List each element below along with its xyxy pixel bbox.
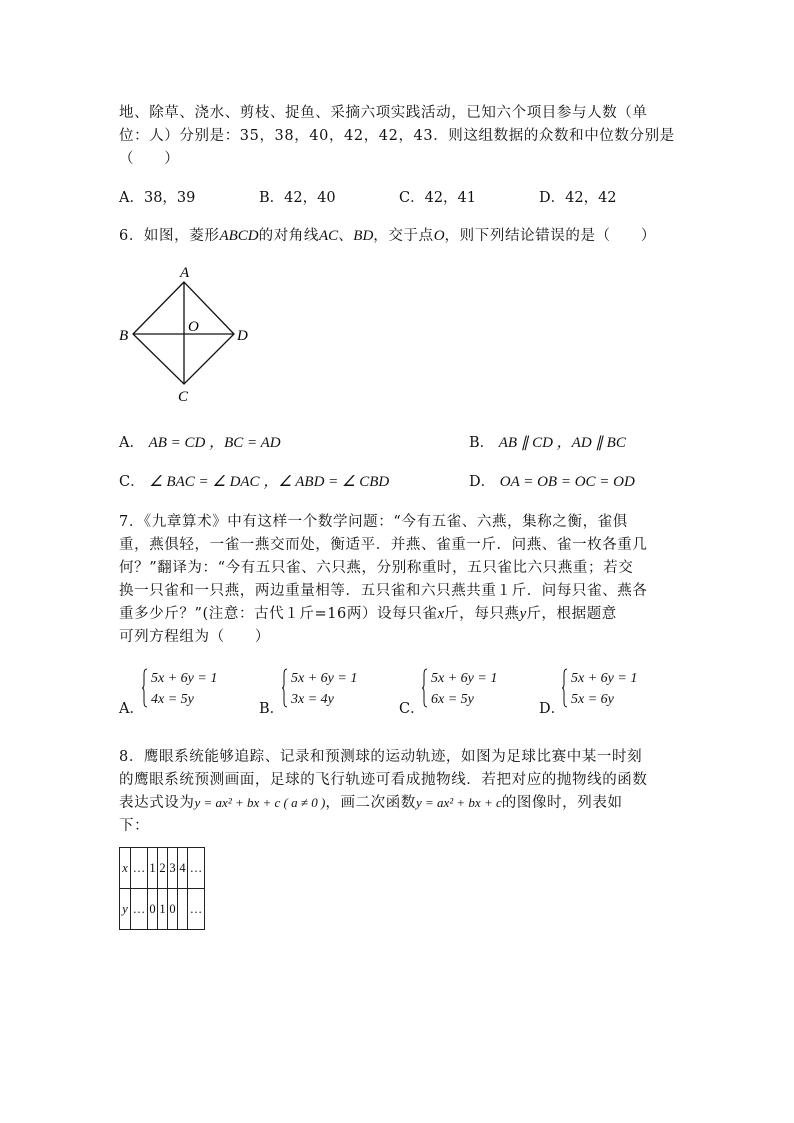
table-cell: 0 bbox=[168, 889, 178, 930]
brace-icon bbox=[142, 668, 148, 708]
table-cell: … bbox=[131, 889, 148, 930]
q7-option-b-system: 5x + 6y = 1 3x = 4y bbox=[291, 668, 357, 710]
table-cell: y bbox=[120, 889, 131, 930]
table-cell: … bbox=[188, 889, 205, 930]
q6-option-d: D． OA = OB = OC = OD bbox=[469, 474, 635, 490]
q5-line-3: （ ） bbox=[119, 151, 180, 167]
label-d: D bbox=[237, 328, 248, 344]
table-row bbox=[120, 889, 205, 930]
q8-line-2: 的鹰眼系统预测画面，足球的飞行轨迹可看成抛物线．若把对应的抛物线的函数 bbox=[119, 772, 648, 788]
table-cell: 2 bbox=[158, 848, 168, 889]
table-row bbox=[120, 848, 205, 889]
q7-option-b-letter: B． bbox=[259, 701, 285, 717]
q8-line-1: 8．鹰眼系统能够追踪、记录和预测球的运动轨迹，如图为足球比赛中某一时刻 bbox=[119, 749, 643, 765]
q5-option-b: B．42，40 bbox=[259, 190, 336, 206]
brace-icon bbox=[562, 668, 568, 708]
q7-line-3: 何？”翻译为：“今有五只雀、六只燕，分别称重时，五只雀比六只燕重；若交 bbox=[119, 560, 634, 576]
q7-option-c-system: 5x + 6y = 1 6x = 5y bbox=[431, 668, 497, 710]
q7-option-d-letter: D． bbox=[539, 701, 566, 717]
q6-stem: 6．如图，菱形ABCD的对角线AC、BD，交于点O，则下列结论错误的是（ ） bbox=[119, 228, 656, 244]
label-c: C bbox=[178, 389, 189, 405]
q7-line-6: 可列方程组为（ ） bbox=[119, 629, 270, 645]
q7-option-a-letter: A． bbox=[119, 701, 144, 717]
q7-line-4: 换一只雀和一只燕，两边重量相等．五只雀和六只燕共重１斤．问每只雀、燕各 bbox=[119, 583, 648, 599]
q6-option-a: A． AB = CD ，BC = AD bbox=[119, 435, 281, 451]
brace-icon bbox=[422, 668, 428, 708]
table-cell: 0 bbox=[148, 889, 158, 930]
table-cell: 3 bbox=[168, 848, 178, 889]
q5-option-c: C．42，41 bbox=[399, 190, 476, 206]
brace-icon bbox=[282, 668, 288, 708]
q6-option-c: C． ∠ BAC = ∠ DAC ，∠ ABD = ∠ CBD bbox=[119, 474, 390, 490]
q7-option-c-letter: C． bbox=[399, 701, 425, 717]
rhombus-figure bbox=[112, 262, 262, 407]
table-cell: 1 bbox=[148, 848, 158, 889]
table-cell: … bbox=[131, 848, 148, 889]
q5-line-2: 位：人）分别是：35，38，40，42，42，43．则这组数据的众数和中位数分别是 bbox=[119, 128, 675, 144]
table-cell: x bbox=[120, 848, 131, 889]
label-a: A bbox=[180, 265, 190, 281]
q8-line-4: 下： bbox=[119, 818, 150, 834]
q5-option-d: D．42，42 bbox=[539, 190, 617, 206]
q7-option-d-system: 5x + 6y = 1 5x = 6y bbox=[571, 668, 637, 710]
q7-option-a-system: 5x + 6y = 1 4x = 5y bbox=[151, 668, 217, 710]
table-cell: 1 bbox=[158, 889, 168, 930]
q5-line-1: 地、除草、浇水、剪枝、捉鱼、采摘六项实践活动，已知六个项目参与人数（单 bbox=[119, 105, 648, 121]
label-b: B bbox=[119, 328, 129, 344]
table-cell bbox=[178, 889, 188, 930]
value-table bbox=[119, 847, 205, 930]
q5-option-a: A．38，39 bbox=[119, 190, 196, 206]
q6-option-b: B． AB ∥ CD ，AD ∥ BC bbox=[469, 435, 626, 451]
q7-line-1: 7．《九章算术》中有这样一个数学问题：“今有五雀、六燕，集称之衡，雀俱 bbox=[119, 514, 628, 530]
table-cell: … bbox=[188, 848, 205, 889]
q7-line-5: 重多少斤？”(注意：古代１斤=16两）设每只雀x斤，每只燕y斤，根据题意 bbox=[119, 606, 617, 622]
table-cell: 4 bbox=[178, 848, 188, 889]
q8-line-3: 表达式设为y = ax² + bx + c ( a ≠ 0 )，画二次函数y = ax² + bx + c的图像时，列表如 bbox=[119, 795, 623, 811]
q7-line-2: 重，燕俱轻，一雀一燕交而处，衡适平．并燕、雀重一斤．问燕、雀一枚各重几 bbox=[119, 537, 648, 553]
label-o: O bbox=[188, 319, 199, 335]
